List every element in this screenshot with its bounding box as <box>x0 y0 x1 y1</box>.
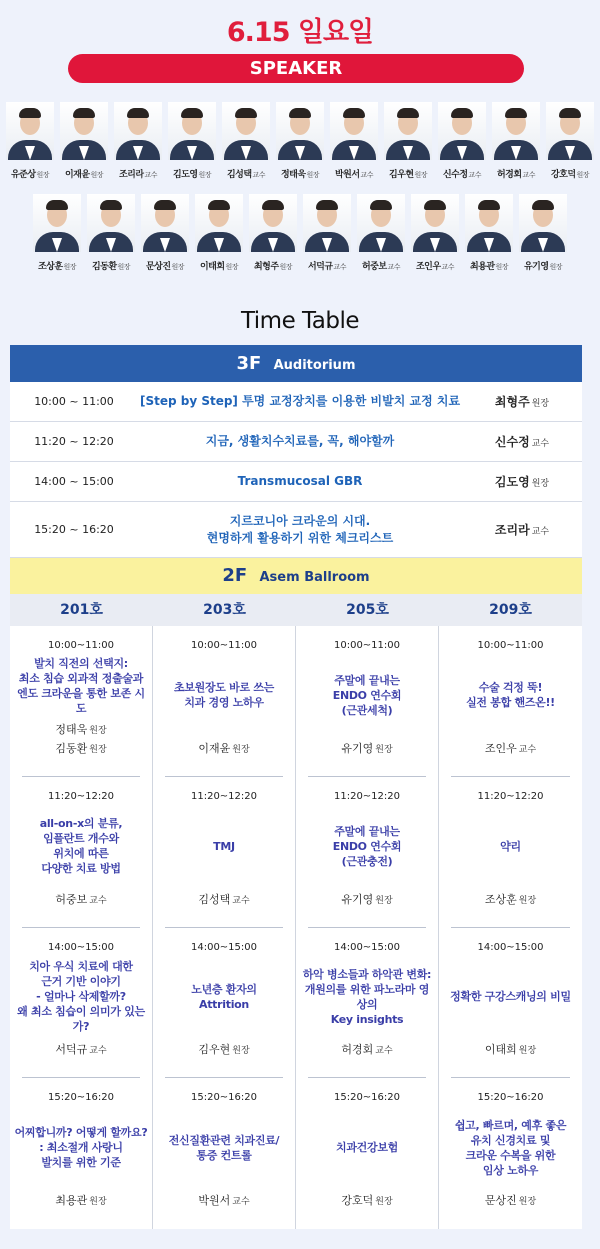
speaker-label <box>92 259 130 272</box>
speaker-title: 원장 <box>36 171 50 179</box>
photo-hair <box>289 108 311 118</box>
speaker-name: 이재윤 <box>64 170 90 180</box>
speaker-title: 교수 <box>522 171 536 179</box>
speaker-title: 교수 <box>531 439 550 449</box>
session-topic: TMJ <box>213 839 235 853</box>
session-time: 15:20~16:20 <box>333 1092 400 1104</box>
speaker-label <box>200 259 238 272</box>
session-time: 14:00~15:00 <box>190 941 257 953</box>
session-time: 15:20~16:20 <box>190 1092 257 1104</box>
photo-hair <box>370 200 392 210</box>
session-topic: 지금, 생활치수치료를, 꼭, 해야할까 <box>205 434 395 448</box>
speaker-photo <box>114 102 162 160</box>
speaker-card <box>301 194 354 272</box>
speaker-card <box>112 102 165 180</box>
speaker-photo <box>465 194 513 252</box>
speaker-name: 조리라 <box>118 170 144 180</box>
session-cell <box>10 626 152 777</box>
speaker-title: 원장 <box>306 171 320 179</box>
speaker-card <box>517 194 570 272</box>
session-cell <box>153 626 295 777</box>
speaker-title: 원장 <box>198 171 212 179</box>
speaker-photo <box>249 194 297 252</box>
session-time: 10:00 ~ 11:00 <box>34 395 114 408</box>
session-topic: 노년층 환자의 Attrition <box>191 982 257 1011</box>
speaker-name: 문상진 <box>484 1194 517 1207</box>
timetable-title: Time Table <box>240 308 360 334</box>
speaker-photo <box>141 194 189 252</box>
session-speakers <box>198 1192 249 1211</box>
speaker-name: 최용관 <box>55 1194 88 1207</box>
session-cell <box>439 1078 582 1229</box>
speaker-photo <box>546 102 594 160</box>
speaker-title: 교수 <box>232 1197 250 1207</box>
session-topic: 발치 직전의 선택지: 최소 침습 외과적 정출술과 엔도 크라운을 통한 보존 시도 <box>17 656 145 715</box>
session-topic: 주말에 끝내는 ENDO 연수회 (근관세척) <box>332 673 402 717</box>
speaker-photo <box>384 102 432 160</box>
speaker-name: 박원서 <box>198 1194 231 1207</box>
speaker-name: 김우현 <box>198 1043 231 1057</box>
speaker-name: 김성택 <box>198 892 231 906</box>
session-cell <box>296 928 438 1079</box>
speaker-title: 원장 <box>225 263 239 271</box>
speaker-line <box>55 740 106 759</box>
speaker-name: 유준상 <box>10 170 36 180</box>
speaker-title: 교수 <box>89 895 107 906</box>
session-time: 11:20~12:20 <box>47 790 114 802</box>
session-cell <box>439 928 582 1079</box>
timetable <box>10 345 582 1229</box>
speaker-line <box>55 1192 106 1211</box>
session-cell <box>10 777 152 928</box>
speaker-title: 원장 <box>375 895 393 906</box>
session-topic: 약리 <box>500 839 521 853</box>
speaker-line <box>341 1192 392 1211</box>
speaker-card <box>355 194 408 272</box>
speaker-photo <box>330 102 378 160</box>
session-topic: [Step by Step] 투명 교정장치를 이용한 비발치 교정 치료 <box>139 394 461 408</box>
speaker-name: 유기영 <box>523 262 549 272</box>
speaker-photo <box>357 194 405 252</box>
speaker-name: 조인우 <box>484 741 517 755</box>
speaker-card <box>382 102 435 180</box>
speaker-card <box>247 194 300 272</box>
auditorium-floor: 3F <box>236 353 262 374</box>
speaker-name: 김동환 <box>55 741 88 755</box>
session-cell <box>153 777 295 928</box>
speaker-title: 교수 <box>531 527 550 537</box>
speaker-label <box>470 259 508 272</box>
speaker-card <box>463 194 516 272</box>
speaker-card <box>31 194 84 272</box>
speaker-name: 허중보 <box>55 892 88 906</box>
session-time: 10:00~11:00 <box>47 640 114 651</box>
speaker-label <box>389 167 427 180</box>
session-speakers <box>341 740 392 759</box>
speaker-title: 교수 <box>360 171 374 179</box>
session-speakers <box>485 1041 536 1060</box>
speaker-title: 교수 <box>144 171 158 179</box>
speaker-photo <box>222 102 270 160</box>
speaker-title: 원장 <box>576 171 590 179</box>
event-date: 6.15 일요일 <box>226 17 374 48</box>
session-time: 14:00~15:00 <box>333 941 400 953</box>
room-column <box>10 626 153 1229</box>
speaker-card <box>193 194 246 272</box>
session-speaker <box>462 521 582 538</box>
speaker-banner: SPEAKER <box>68 54 524 83</box>
speaker-title: 원장 <box>518 1197 537 1207</box>
speaker-name: 허경회 <box>496 170 522 180</box>
session-topic: 치아 우식 치료에 대한 근거 기반 이야기 - 얼마나 삭제할까? 왜 최소 침습이 의미가 있는가? <box>17 960 145 1034</box>
speaker-card <box>328 102 381 180</box>
session-speakers <box>55 1041 106 1060</box>
photo-hair <box>235 108 257 118</box>
speaker-photo <box>87 194 135 252</box>
speaker-title: 원장 <box>90 171 104 179</box>
auditorium-row <box>10 502 582 558</box>
speaker-title: 교수 <box>89 1046 107 1057</box>
session-speakers <box>341 1041 392 1060</box>
speaker-name: 신수정 <box>442 170 468 180</box>
session-speakers <box>485 1192 536 1211</box>
session-topic: 쉽고, 빠르며, 예후 좋은 유치 신경치료 및 크라운 수복을 위한 임상 노하우 <box>454 1118 567 1177</box>
speaker-line <box>485 1041 536 1060</box>
speaker-card <box>58 102 111 180</box>
room-column <box>153 626 296 1229</box>
photo-hair <box>559 108 581 118</box>
speaker-name: 정태욱 <box>55 722 88 736</box>
speaker-label <box>11 167 49 180</box>
speaker-line <box>55 891 106 910</box>
speaker-name: 조인우 <box>415 262 441 272</box>
speaker-label <box>551 167 589 180</box>
photo-hair <box>73 108 95 118</box>
speaker-photo <box>519 194 567 252</box>
photo-hair <box>154 200 176 210</box>
speaker-title: 원장 <box>375 744 393 755</box>
session-speakers <box>341 1192 392 1211</box>
room-header: 209호 <box>489 602 532 618</box>
speaker-photo <box>276 102 324 160</box>
speaker-name: 김우현 <box>388 170 414 180</box>
speaker-title: 원장 <box>232 744 250 755</box>
speaker-title: 원장 <box>89 1197 107 1207</box>
photo-hair <box>262 200 284 210</box>
speaker-label <box>173 167 211 180</box>
speaker-name: 서덕규 <box>307 262 333 272</box>
speaker-card <box>436 102 489 180</box>
session-topic: 초보원장도 바로 쓰는 치과 경영 노하우 <box>174 681 274 710</box>
speaker-title: 원장 <box>279 263 293 271</box>
session-speaker <box>462 473 582 490</box>
speaker-name: 이태희 <box>484 1043 517 1057</box>
speaker-title: 교수 <box>252 171 266 179</box>
auditorium-row <box>10 462 582 502</box>
speaker-name: 조상훈 <box>37 262 63 272</box>
speaker-label <box>227 167 265 180</box>
session-speaker <box>462 433 582 450</box>
speaker-photo <box>168 102 216 160</box>
photo-hair <box>505 108 527 118</box>
session-speakers <box>341 891 392 910</box>
photo-hair <box>451 108 473 118</box>
photo-hair <box>397 108 419 118</box>
speaker-card <box>220 102 273 180</box>
session-topic: 수술 걱정 뚝! 실전 봉합 핸즈온!! <box>466 681 555 710</box>
speaker-label <box>254 259 292 272</box>
auditorium-header <box>10 345 582 382</box>
auditorium-name: Auditorium <box>273 358 356 373</box>
photo-hair <box>532 200 554 210</box>
speaker-line <box>198 891 249 910</box>
session-time: 11:20~12:20 <box>477 790 544 802</box>
session-speakers <box>198 1041 249 1060</box>
session-speakers <box>485 740 536 759</box>
session-time: 10:00~11:00 <box>190 640 257 651</box>
photo-hair <box>100 200 122 210</box>
speaker-name: 허경회 <box>341 1043 374 1057</box>
speaker-title: 원장 <box>89 725 107 736</box>
speaker-title: 교수 <box>441 263 455 271</box>
session-time: 11:20~12:20 <box>333 790 400 802</box>
session-time: 10:00~11:00 <box>333 640 400 651</box>
speaker-photo <box>438 102 486 160</box>
session-topic: 지르코니아 크라운의 시대. 현명하게 활용하기 위한 체크리스트 <box>206 513 394 545</box>
speaker-name: 강호덕 <box>550 170 576 180</box>
speaker-line <box>485 891 536 910</box>
speaker-line <box>55 721 106 740</box>
session-time: 10:00~11:00 <box>477 640 544 651</box>
session-topic: 어찌합니까? 어떻게 할까요? : 최소절개 사랑니 발치를 위한 기준 <box>14 1126 148 1170</box>
speaker-title: 원장 <box>531 399 550 409</box>
photo-hair <box>478 200 500 210</box>
auditorium-sessions <box>10 382 582 558</box>
speaker-label <box>281 167 319 180</box>
auditorium-row <box>10 422 582 462</box>
photo-hair <box>46 200 68 210</box>
room-column <box>439 626 582 1229</box>
speaker-line <box>341 1041 392 1060</box>
session-cell <box>153 928 295 1079</box>
session-speakers <box>55 1192 106 1211</box>
speaker-title: 원장 <box>171 263 185 271</box>
session-topic: all-on-x의 분류, 임플란트 개수와 위치에 따른 다양한 치료 방법 <box>39 817 123 876</box>
speaker-name: 조리라 <box>494 523 530 537</box>
session-cell <box>153 1078 295 1229</box>
session-cell <box>439 777 582 928</box>
room-column <box>296 626 439 1229</box>
speaker-photo <box>492 102 540 160</box>
speaker-label <box>146 259 184 272</box>
speaker-card <box>139 194 192 272</box>
session-cell <box>296 777 438 928</box>
session-time: 15:20 ~ 16:20 <box>34 523 114 536</box>
ballroom-floor: 2F <box>222 565 248 586</box>
speaker-name: 유기영 <box>341 892 374 906</box>
speaker-label <box>497 167 535 180</box>
photo-hair <box>208 200 230 210</box>
session-cell <box>439 626 582 777</box>
speaker-line <box>485 740 536 759</box>
speaker-name: 정태욱 <box>280 170 306 180</box>
speaker-name: 허중보 <box>361 262 387 272</box>
room-header: 201호 <box>60 602 103 618</box>
speaker-line <box>341 891 392 910</box>
session-speakers <box>55 721 106 759</box>
photo-hair <box>127 108 149 118</box>
session-cell <box>10 928 152 1079</box>
speaker-card <box>490 102 543 180</box>
session-time: 11:20 ~ 12:20 <box>34 435 114 448</box>
speaker-photo <box>33 194 81 252</box>
speaker-line <box>198 740 249 759</box>
session-speakers <box>55 891 106 910</box>
session-time: 15:20~16:20 <box>47 1092 114 1104</box>
speakers-row-1 <box>0 102 600 180</box>
session-topic: 주말에 끝내는 ENDO 연수회 (근관충전) <box>332 824 402 868</box>
speaker-title: 원장 <box>63 263 77 271</box>
session-topic: 정확한 구강스캐닝의 비밀 <box>450 990 571 1004</box>
photo-hair <box>316 200 338 210</box>
session-speaker <box>462 393 582 410</box>
speaker-title: 원장 <box>89 744 107 755</box>
auditorium-row <box>10 382 582 422</box>
session-topic: Transmucosal GBR <box>237 474 363 488</box>
speaker-label <box>38 259 76 272</box>
photo-hair <box>19 108 41 118</box>
session-cell <box>10 1078 152 1229</box>
ballroom-grid <box>10 626 582 1229</box>
speaker-photo <box>195 194 243 252</box>
speaker-photo <box>60 102 108 160</box>
room-headers <box>10 594 582 626</box>
speaker-label <box>362 259 400 272</box>
speaker-title: 교수 <box>375 1046 393 1057</box>
speaker-name: 이태희 <box>199 262 225 272</box>
session-time: 14:00 ~ 15:00 <box>34 475 114 488</box>
session-time: 15:20~16:20 <box>477 1092 544 1104</box>
speaker-title: 원장 <box>518 1046 537 1057</box>
ballroom-header <box>10 558 582 594</box>
speaker-card <box>166 102 219 180</box>
speaker-name: 김도영 <box>494 475 530 489</box>
speaker-title: 원장 <box>375 1197 393 1207</box>
speaker-label <box>416 259 454 272</box>
speaker-photo <box>6 102 54 160</box>
photo-hair <box>343 108 365 118</box>
speaker-name: 서덕규 <box>55 1043 88 1057</box>
speaker-card <box>409 194 462 272</box>
speaker-name: 김동환 <box>91 262 117 272</box>
photo-hair <box>424 200 446 210</box>
speaker-label <box>65 167 103 180</box>
speaker-title: 원장 <box>549 263 563 271</box>
room-header: 203호 <box>203 602 246 618</box>
speaker-title: 원장 <box>518 895 537 906</box>
speaker-photo <box>411 194 459 252</box>
session-cell <box>296 626 438 777</box>
ballroom-name: Asem Ballroom <box>259 570 370 585</box>
speaker-name: 문상진 <box>145 262 171 272</box>
speaker-line <box>485 1192 536 1211</box>
speaker-name: 최용관 <box>469 262 495 272</box>
speakers-row-2 <box>0 194 600 272</box>
session-time: 14:00~15:00 <box>47 941 114 953</box>
speaker-title: 교수 <box>468 171 482 179</box>
speaker-name: 김성택 <box>226 170 252 180</box>
speaker-title: 원장 <box>117 263 131 271</box>
session-speakers <box>198 740 249 759</box>
speaker-title: 교수 <box>518 744 537 755</box>
photo-hair <box>181 108 203 118</box>
speaker-line <box>341 740 392 759</box>
speaker-title: 원장 <box>414 171 428 179</box>
speaker-name: 김도영 <box>172 170 198 180</box>
speaker-label <box>119 167 157 180</box>
speaker-line <box>198 1192 249 1211</box>
room-header: 205호 <box>346 602 389 618</box>
session-speakers <box>198 891 249 910</box>
session-topic: 전신질환관련 치과진료/ 통증 컨트롤 <box>168 1133 280 1162</box>
speaker-name: 박원서 <box>334 170 360 180</box>
speaker-card <box>4 102 57 180</box>
speaker-title: 원장 <box>232 1046 250 1057</box>
speaker-label <box>524 259 562 272</box>
speaker-line <box>55 1041 106 1060</box>
speaker-title: 원장 <box>531 479 550 489</box>
speaker-title: 교수 <box>387 263 401 271</box>
speaker-name: 이재윤 <box>198 741 231 755</box>
speaker-line <box>198 1041 249 1060</box>
speaker-label <box>335 167 373 180</box>
speaker-title: 교수 <box>333 263 347 271</box>
speaker-name: 최형주 <box>253 262 279 272</box>
speaker-label <box>308 259 346 272</box>
speaker-label <box>443 167 481 180</box>
session-topic: 하악 병소들과 하악관 변화: 개원의를 위한 파노라마 영상의 Key insights <box>302 967 432 1026</box>
speaker-name: 최형주 <box>494 395 530 409</box>
session-topic: 치과건강보험 <box>336 1141 398 1155</box>
speaker-card <box>544 102 597 180</box>
speaker-name: 강호덕 <box>341 1194 374 1207</box>
session-cell <box>296 1078 438 1229</box>
session-speakers <box>485 891 536 910</box>
speaker-photo <box>303 194 351 252</box>
speaker-title: 원장 <box>495 263 509 271</box>
speaker-name: 유기영 <box>341 741 374 755</box>
speaker-title: 교수 <box>232 895 250 906</box>
session-time: 11:20~12:20 <box>190 790 257 802</box>
speaker-card <box>85 194 138 272</box>
speaker-name: 조상훈 <box>484 892 517 906</box>
session-time: 14:00~15:00 <box>477 941 544 953</box>
speaker-card <box>274 102 327 180</box>
speaker-name: 신수정 <box>494 435 530 449</box>
